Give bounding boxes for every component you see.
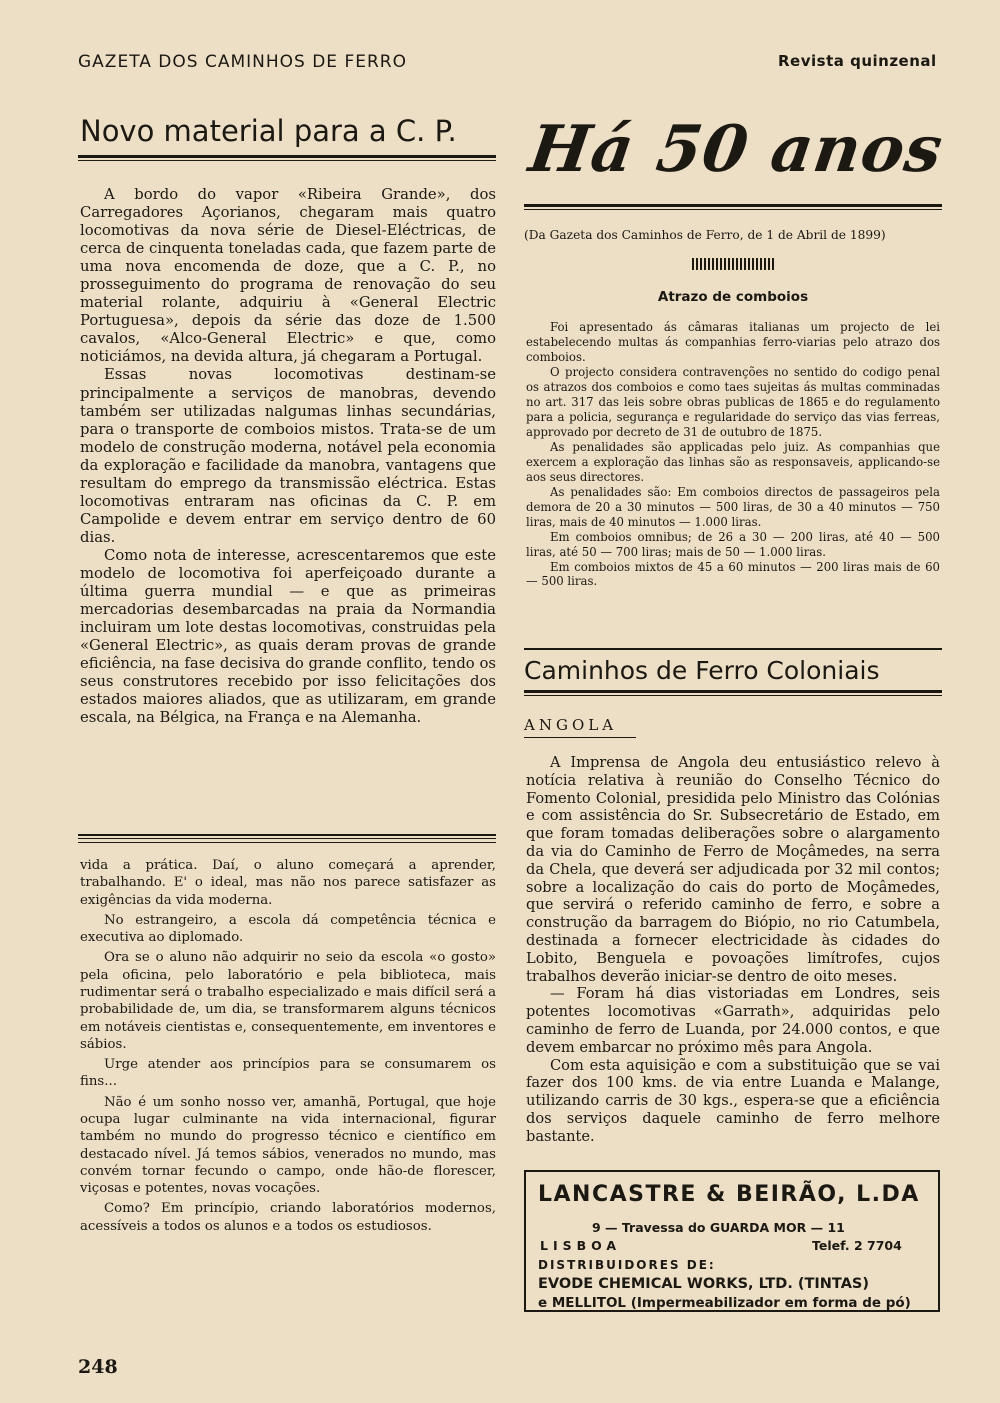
section-angola: ANGOLA — [524, 716, 618, 734]
continued-article-body — [80, 857, 496, 1238]
ad-company-name: LANCASTRE & BEIRÃO, L.DA — [538, 1182, 920, 1207]
journal-frequency: Revista quinzenal — [778, 52, 937, 70]
title-rule — [524, 204, 942, 207]
title-rule — [78, 155, 496, 158]
paragraph: Urge atender aos princípios para se consumarem os fins... — [80, 1057, 496, 1090]
ha-50-anos-body — [526, 320, 940, 589]
ha-50-anos-source: (Da Gazeta dos Caminhos de Ferro, de 1 de Abril de 1899) — [524, 228, 886, 242]
paragraph: Em comboios mixtos de 45 a 60 minutos — 200 liras mais de 60 — 500 liras. — [526, 559, 940, 589]
paragraph: A Imprensa de Angola deu entusiástico relevo à notícia relativa à reunião do Conselho Técnico do Fomento Colonial, presidida pelo Ministro das Colónias e com assistência do Sr. Subsecretário de Estado, em que foram tomadas deliberações sobre o alargamento da via do Caminho de Ferro de Moçâmedes, na serra da Chela, que deverá ser adjudicada por 32 mil contos; sobre a localização do cais do porto de Moçâmedes, que servirá o referido caminho de ferro, e sobre a construção da barragem do Biópio, no rio Catumbela, destinada a fornecer electricidade às cidades do Lobito, Benguela e povoações limítrofes, cujos trabalhos deverão iniciar-se dentro de oito meses. — [526, 754, 940, 985]
article-title-novo-material: Novo material para a C. P. — [80, 114, 457, 148]
paragraph: Não é um sonho nosso ver, amanhã, Portugal, que hoje ocupa lugar culminante na vida internacional, figurar também no mundo do progresso técnico e científico em destacado nível. Já temos sábios, venerados no mundo, mas convém tornar fecundo o campo, onde hão-de florescer, viçosas e potentes, novas vocações. — [80, 1094, 496, 1197]
ornament-divider — [692, 258, 776, 270]
paragraph: O projecto considera contravenções no sentido do codigo penal os atrazos dos comboios e como taes sujeitas ás multas comminadas no art. 317 das leis sobre obras publicas de 1865 e do regulamento para a policia, segurança e regularidade do serviço das vias ferreas, approvado por decreto de 31 de outubro de 1875. — [526, 364, 940, 439]
title-rule-thin — [78, 160, 496, 161]
paragraph: As penalidades são: Em comboios directos de passageiros pela demora de 20 a 30 minutos — 500 liras, de 30 a 40 minutos — 750 liras, mais de 40 minutos — 1.000 liras. — [526, 484, 940, 529]
title-rule — [524, 690, 942, 693]
title-rule-thin — [524, 695, 942, 696]
coloniais-body — [526, 754, 940, 1146]
paragraph: Foi apresentado ás câmaras italianas um projecto de lei estabelecendo multas ás companhias ferro-viarias pelo atrazo dos comboios. — [526, 320, 940, 364]
paragraph: Com esta aquisição e com a substituição que se vai fazer dos 100 kms. de via entre Luanda e Malange, utilizando carris de 30 kgs., espera-se que a eficiência dos serviços daquele caminho de ferro melhore bastante. — [526, 1056, 940, 1145]
paragraph: — Foram há dias vistoriadas em Londres, seis potentes locomotivas «Garrath», adquiridas pelo caminho de ferro de Luanda, por 24.000 contos, e que devem embarcar no próximo mês para Angola. — [526, 985, 940, 1056]
ad-distributors-label: DISTRIBUIDORES DE: — [538, 1258, 716, 1272]
ad-product-mellitol: e MELLITOL (Impermeabilizador em forma de pó) — [538, 1295, 911, 1311]
paragraph: No estrangeiro, a escola dá competência técnica e executiva ao diplomado. — [80, 912, 496, 946]
paragraph: As penalidades são applicadas pelo juiz. As companhias que exercem a exploração das linhas são as responsaveis, applicando-se aos seus directores. — [526, 439, 940, 484]
ad-address: 9 — Travessa do GUARDA MOR — 11 — [592, 1220, 845, 1235]
paragraph: Em comboios omnibus; de 26 a 30 — 200 liras, até 40 — 500 liras, até 50 — 700 liras; mais de 50 — 1.000 liras. — [526, 529, 940, 559]
paragraph: vida a prática. Daí, o aluno começará a aprender, trabalhando. E' o ideal, mas não nos parece satisfazer as exigências da vida moderna. — [80, 858, 496, 908]
paragraph: A bordo do vapor «Ribeira Grande», dos Carregadores Açorianos, chegaram mais quatro locomotivas da nova série de Diesel-Eléctricas, de cerca de cinquenta toneladas cada, que fazem parte de uma nova encomenda de doze, que a C. P., no prosseguimento do programa de renovação do seu material rolante, adquiriu à «General Electric Portuguesa», depois da série das doze de 1.500 cavalos, «Alco-General Electric» e que, como noticiámos, na devida altura, já chegaram a Portugal. — [80, 186, 496, 366]
title-rule-thin — [524, 209, 942, 210]
article-body-novo-material — [80, 186, 496, 727]
ha-50-anos-title: Há 50 anos — [524, 112, 948, 187]
paragraph: Essas novas locomotivas destinam-se principalmente a serviços de manobras, devendo também ser utilizadas nalgumas linhas secundárias, para o transporte de comboios mistos. Trata-se de um modelo de construção moderna, notável pela economia da exploração e facilidade da manobra, vantagens que resultam do emprego da transmissão eléctrica. Estas locomotivas entraram nas oficinas da C. P. em Campolide e devem entrar em serviço dentro de 60 dias. — [80, 366, 496, 546]
coloniais-title: Caminhos de Ferro Coloniais — [524, 656, 880, 685]
journal-title: GAZETA DOS CAMINHOS DE FERRO — [78, 52, 407, 72]
paragraph: Como nota de interesse, acrescentaremos que este modelo de locomotiva foi aperfeiçoado durante a última guerra mundial — e que as primeiras mercadorias desembarcadas na praia da Normandia incluiram um lote destas locomotivas, construidas pela «General Electric», as quais deram provas de grande eficiência, na fase decisiva do grande conflito, tendo os seus construtores recebido por isso felicitações dos estados maiores aliados, que as utilizaram, em grande escala, na Bélgica, na França e na Alemanha. — [80, 546, 496, 727]
ad-city: LISBOA — [540, 1238, 622, 1253]
paragraph: Como? Em princípio, criando laboratórios modernos, acessíveis a todos os alunos e a todos os estudiosos. — [80, 1201, 496, 1234]
section-divider — [78, 834, 496, 836]
ad-phone: Telef. 2 7704 — [812, 1238, 902, 1253]
page-number: 248 — [78, 1356, 118, 1378]
advertisement-lancastre-beirao — [524, 1170, 940, 1312]
section-divider-thin — [78, 838, 496, 839]
section-underline — [524, 737, 636, 738]
paragraph: Ora se o aluno não adquirir no seio da escola «o gosto» pela oficina, pelo laboratório e pela biblioteca, mais rudimentar será o trabalho especializado e mais difícil será a probabilidade de, um dia, se transformarem alguns técnicos em notáveis cientistas e, consequentemente, em inventores e sábios. — [80, 950, 496, 1052]
section-divider — [524, 648, 942, 650]
ad-product-evode: EVODE CHEMICAL WORKS, LTD. (TINTAS) — [538, 1276, 869, 1292]
atrazo-subtitle: Atrazo de comboios — [657, 289, 809, 305]
section-divider-thin — [78, 842, 496, 843]
